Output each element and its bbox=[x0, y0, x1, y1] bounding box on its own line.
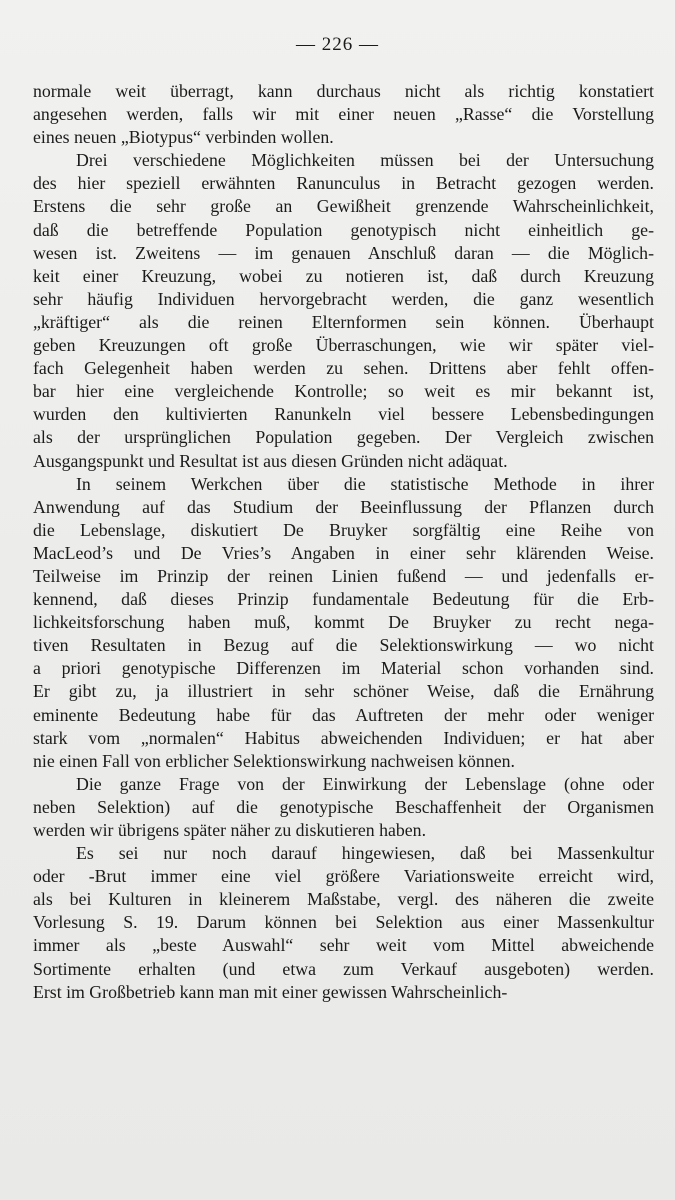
text-line: In seinem Werkchen über die statistische Methode in ihrer bbox=[76, 473, 654, 494]
text-line: Es sei nur noch darauf hingewiesen, daß bei Massenkultur bbox=[76, 843, 654, 864]
text-line: angesehen werden, falls wir mit einer neuen „Rasse“ die Vorstellung bbox=[33, 104, 654, 125]
body-text bbox=[33, 80, 654, 1004]
text-line: Anwendung auf das Studium der Beeinflussung der Pflanzen durch bbox=[33, 496, 654, 517]
text-line: lichkeitsforschung haben muß, kommt De Bruyker zu recht nega- bbox=[33, 612, 654, 633]
text-line: fach Gelegenheit haben werden zu sehen. Drittens aber fehlt offen- bbox=[33, 358, 654, 379]
text-line: als bei Kulturen in kleinerem Maßstabe, vergl. des näheren die zweite bbox=[33, 889, 654, 910]
text-line: eminente Bedeutung habe für das Auftreten der mehr oder weniger bbox=[33, 704, 654, 725]
paragraph bbox=[33, 842, 654, 1004]
text-line: nie einen Fall von erblicher Selektionswirkung nachweisen können. bbox=[33, 750, 515, 771]
text-line: kennend, daß dieses Prinzip fundamentale Bedeutung für die Erb- bbox=[33, 589, 654, 610]
text-line: oder -Brut immer eine viel größere Variationsweite erreicht wird, bbox=[33, 866, 654, 887]
text-line: neben Selektion) auf die genotypische Beschaffenheit der Organismen bbox=[33, 796, 654, 817]
text-line: keit einer Kreuzung, wobei zu notieren ist, daß durch Kreuzung bbox=[33, 265, 654, 286]
text-line: wurden den kultivierten Ranunkeln viel bessere Lebensbedingungen bbox=[33, 404, 654, 425]
text-line: Sortimente erhalten (und etwa zum Verkauf ausgeboten) werden. bbox=[33, 958, 654, 979]
text-line: Ausgangspunkt und Resultat ist aus diesen Gründen nicht adäquat. bbox=[33, 450, 508, 471]
text-line: Die ganze Frage von der Einwirkung der Lebenslage (ohne oder bbox=[76, 773, 654, 794]
text-line: normale weit überragt, kann durchaus nicht als richtig konstatiert bbox=[33, 81, 654, 101]
text-line: eines neuen „Biotypus“ verbinden wollen. bbox=[33, 127, 334, 148]
paragraph bbox=[33, 149, 654, 472]
text-line: a priori genotypische Differenzen im Material schon vorhanden sind. bbox=[33, 658, 654, 679]
text-line: Teilweise im Prinzip der reinen Linien fußend — und jedenfalls er- bbox=[33, 565, 654, 586]
text-line: als der ursprünglichen Population gegeben. Der Vergleich zwischen bbox=[33, 427, 654, 448]
text-line: bar hier eine vergleichende Kontrolle; so weit es mir bekannt ist, bbox=[33, 381, 654, 402]
text-line: Vorlesung S. 19. Darum können bei Selektion aus einer Massenkultur bbox=[33, 912, 654, 933]
text-line: Drei verschiedene Möglichkeiten müssen bei der Untersuchung bbox=[76, 150, 654, 171]
text-line: werden wir übrigens später näher zu diskutieren haben. bbox=[33, 820, 427, 840]
text-line: „kräftiger“ als die reinen Elternformen sein können. Überhaupt bbox=[33, 311, 654, 332]
text-line: Er gibt zu, ja illustriert in sehr schöner Weise, daß die Ernährung bbox=[33, 681, 654, 702]
text-line: sehr häufig Individuen hervorgebracht werden, die ganz wesentlich bbox=[33, 288, 654, 309]
text-line: daß die betreffende Population genotypisch nicht einheitlich ge- bbox=[33, 219, 654, 240]
page-number-header: — 226 — bbox=[296, 34, 379, 55]
paragraph bbox=[33, 773, 654, 842]
text-line: die Lebenslage, diskutiert De Bruyker sorgfältig eine Reihe von bbox=[33, 519, 654, 540]
paragraph bbox=[33, 473, 654, 773]
text-line: des hier speziell erwähnten Ranunculus in Betracht gezogen werden. bbox=[33, 173, 654, 194]
text-line: Erst im Großbetrieb kann man mit einer gewissen Wahrscheinlich- bbox=[33, 981, 508, 1002]
paragraph bbox=[33, 80, 654, 149]
text-line: tiven Resultaten in Bezug auf die Selektionswirkung — wo nicht bbox=[33, 635, 654, 656]
text-line: wesen ist. Zweitens — im genauen Anschluß daran — die Möglich- bbox=[33, 242, 654, 263]
text-line: stark vom „normalen“ Habitus abweichenden Individuen; er hat aber bbox=[33, 727, 654, 748]
text-line: immer als „beste Auswahl“ sehr weit vom Mittel abweichende bbox=[33, 935, 654, 956]
text-line: Erstens die sehr große an Gewißheit grenzende Wahrscheinlichkeit, bbox=[33, 196, 654, 217]
text-line: geben Kreuzungen oft große Überraschungen, wie wir später viel- bbox=[33, 335, 654, 356]
text-line: MacLeod’s und De Vries’s Angaben in einer sehr klärenden Weise. bbox=[33, 542, 654, 563]
